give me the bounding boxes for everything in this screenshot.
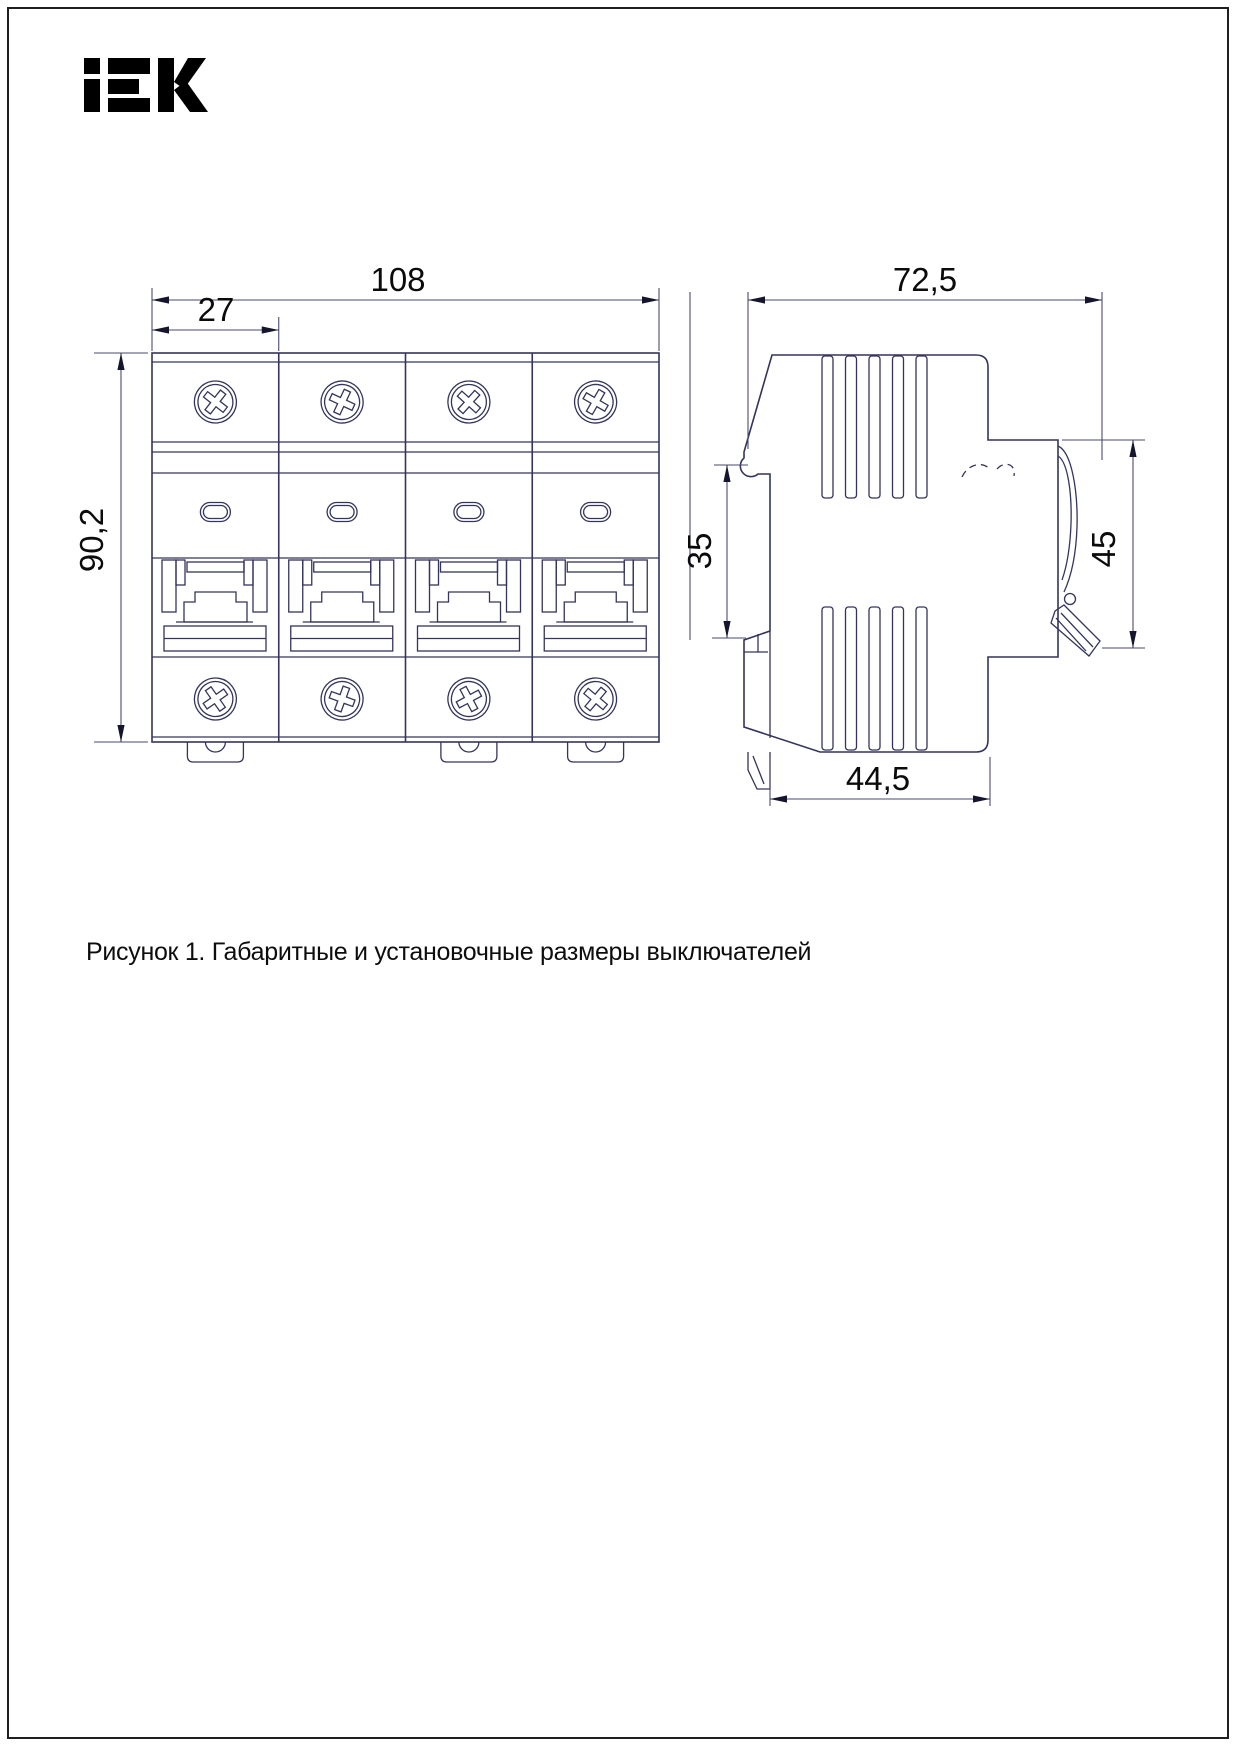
din-clip-details [744,631,770,789]
dim-front-height-label: 90,2 [73,507,110,573]
dim-lines-side [690,292,1145,806]
dim-side-body-depth-label: 44,5 [845,760,911,797]
dim-side-front-height-label: 45 [1085,530,1122,568]
vent-slots-top [822,356,927,498]
dim-arrows-front [117,296,659,742]
hidden-recess-dashes [962,464,1014,477]
toggle-handles [162,560,647,651]
side-body-outline [740,355,1058,752]
front-din-tabs [187,742,623,762]
pole-dividers [279,353,533,742]
dim-side-din-label: 35 [681,532,718,570]
dim-front-width-label: 108 [370,261,426,298]
vent-slots-bottom [822,607,927,750]
dim-side-depth-label: 72,5 [892,261,958,298]
figure-caption: Рисунок 1. Габаритные и установочные размеры выключателей [86,938,812,966]
front-dimensions [73,261,659,742]
dim-lines-front [94,288,659,742]
front-view [152,353,659,762]
side-view [740,355,1100,789]
side-dimensions [681,261,1145,806]
dim-front-pole-label: 27 [197,291,235,328]
